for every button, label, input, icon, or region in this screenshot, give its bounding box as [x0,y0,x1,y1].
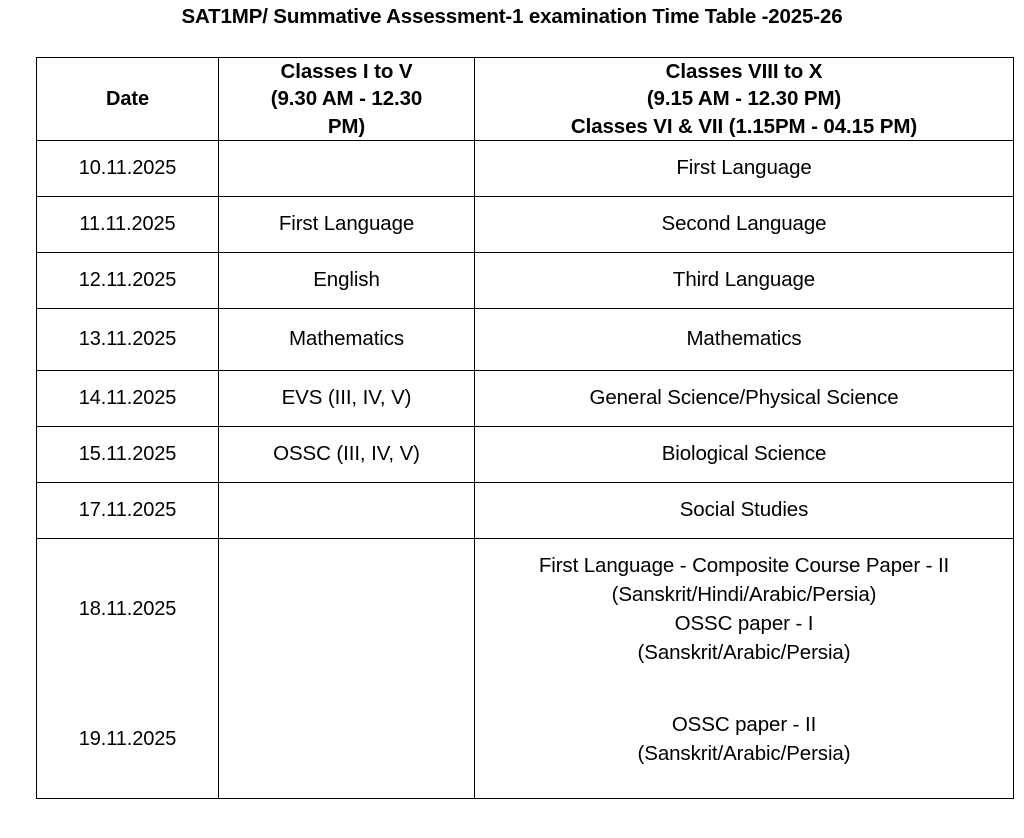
cell-classes-8-to-10: Second Language [475,196,1014,252]
cell-classes-1-to-5 [219,140,475,196]
column-header-classes-1-to-5 [219,58,475,141]
timetable-container [36,57,1013,799]
cell-date: 10.11.2025 [37,140,219,196]
cell-classes-8-to-10: Biological Science [475,426,1014,482]
table-row [37,680,1014,799]
exam-timetable [36,57,1014,799]
cell-classes-8-to-10: Social Studies [475,482,1014,538]
column-header-classes-8-to-10-line-1: Classes VIII to X [665,60,823,83]
cell-date: 17.11.2025 [37,482,219,538]
cell-date: 18.11.2025 [37,538,219,680]
table-row [37,426,1014,482]
cell-line: (Sanskrit/Hindi/Arabic/Persia) [611,583,877,607]
table-header-row [37,58,1014,141]
cell-classes-1-to-5: First Language [219,196,475,252]
cell-line: OSSC paper - II [671,712,817,736]
cell-classes-8-to-10: Third Language [475,252,1014,308]
cell-classes-8-to-10: First Language [475,140,1014,196]
cell-date: 13.11.2025 [37,308,219,370]
cell-date: 11.11.2025 [37,196,219,252]
cell-line: OSSC paper - I [674,612,814,636]
cell-classes-8-to-10 [475,538,1014,680]
table-row [37,370,1014,426]
cell-date: 14.11.2025 [37,370,219,426]
cell-line: First Language - Composite Course Paper - II [538,554,950,578]
table-row [37,308,1014,370]
cell-line: (Sanskrit/Arabic/Persia) [637,641,851,665]
column-header-classes-1-to-5-line-1: Classes I to V [280,60,413,83]
column-header-classes-8-to-10 [475,58,1014,141]
cell-date: 15.11.2025 [37,426,219,482]
column-header-classes-8-to-10-line-3: Classes VI & VII (1.15PM - 04.15 PM) [570,114,918,138]
cell-classes-1-to-5 [219,680,475,799]
table-row [37,196,1014,252]
table-row [37,140,1014,196]
cell-date: 19.11.2025 [37,680,219,799]
cell-date: 12.11.2025 [37,252,219,308]
column-header-classes-1-to-5-line-3: PM) [327,114,366,138]
cell-classes-1-to-5: English [219,252,475,308]
cell-classes-8-to-10: Mathematics [475,308,1014,370]
cell-classes-8-to-10: General Science/Physical Science [475,370,1014,426]
table-row [37,538,1014,680]
table-row [37,482,1014,538]
cell-classes-1-to-5: Mathematics [219,308,475,370]
page-title: SAT1MP/ Summative Assessment-1 examination Time Table -2025-26 [181,5,843,28]
cell-classes-1-to-5: OSSC (III, IV, V) [219,426,475,482]
table-row [37,252,1014,308]
cell-classes-8-to-10 [475,680,1014,799]
cell-classes-1-to-5 [219,482,475,538]
column-header-classes-1-to-5-line-2: (9.30 AM - 12.30 [270,87,423,111]
column-header-classes-8-to-10-line-2: (9.15 AM - 12.30 PM) [646,87,842,111]
cell-line: (Sanskrit/Arabic/Persia) [637,741,851,765]
cell-classes-1-to-5: EVS (III, IV, V) [219,370,475,426]
cell-classes-1-to-5 [219,538,475,680]
column-header-date: Date [37,58,219,141]
